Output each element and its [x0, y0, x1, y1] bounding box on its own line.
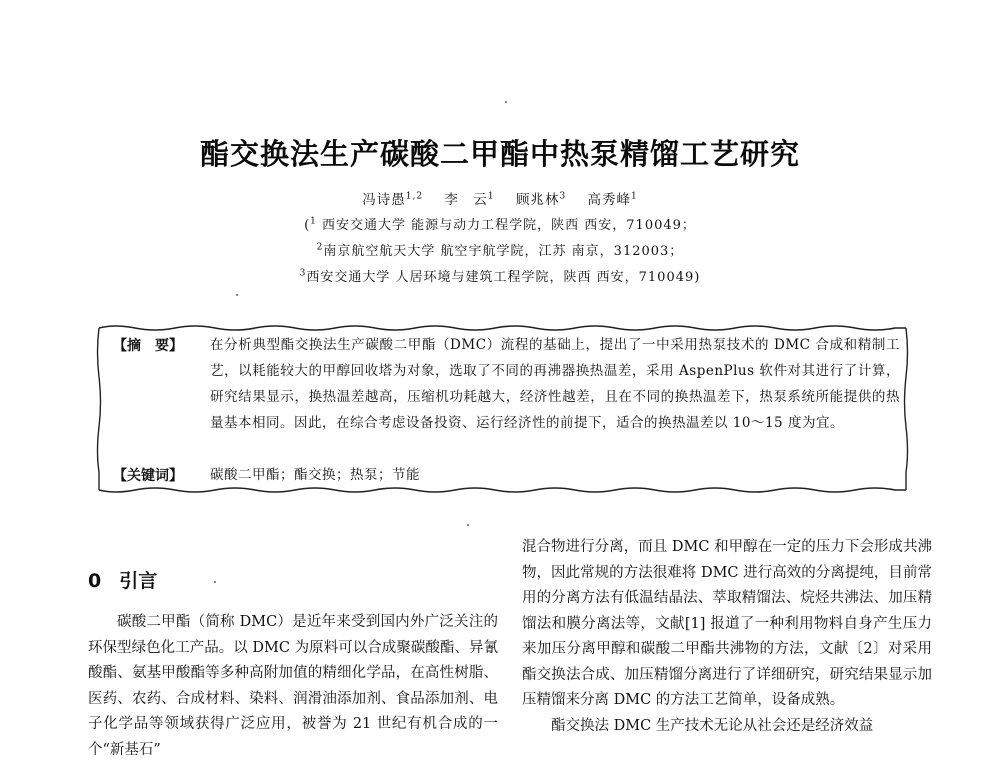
affiliation-2: $^2$南京航空航天大学 航空宇航学院，江苏 南京，312003； — [316, 242, 684, 259]
paper-title: 酯交换法生产碳酸二甲酯中热泵精馏工艺研究 — [199, 137, 800, 171]
affiliation-3: $^3$西安交通大学 人居环境与建筑工程学院，陕西 西安，710049) — [299, 268, 701, 285]
abstract-text: 在分析典型酯交换法生产碳酸二甲酯（DMC）流程的基础上，提出了一中采用热泵技术的 DMC 合成和精制工艺，以耗能较大的甲醇回收塔为对象，选取了不同的再沸器换热温差，采用 AspenPlus 软件对其进行了计算，研究结果显示，换热温差越高，压缩机功耗越大，经济性越差，且在不同的换热温差下，热泵系统所能提供的热量基本相同。因此，在综合考虑设备投资、运行经济性的前提下，适合的换热温差以 10～15 度为宜。 — [210, 337, 900, 431]
keywords-label: 【关键词】 — [113, 468, 183, 484]
left-column-paragraph: 碳酸二甲酯（简称 DMC）是近年来受到国内外广泛关注的环保型绿色化工产品。以 DMC 为原料可以合成聚碳酸酯、异氰酸酯、氨基甲酸酯等多种高附加值的精细化学品，在高性树脂、医药、农药、合成材料、染料、润滑油添加剂、食品添加剂、电子化学品等领域获得广泛应用，被誉为 21 世纪有机合成的一个“新基石” — [88, 614, 498, 758]
right-column-paragraph-1: 混合物进行分离，而且 DMC 和甲醇在一定的压力下会形成共沸物，因此常规的方法很难将 DMC 进行高效的分离提纯，目前常用的分离方法有低温结晶法、萃取精馏法、烷烃共沸法、加压精馏法和膜分离法等，文献[1] 报道了一种利用物料自身产生压力来加压分离甲醇和碳酸二甲酯共沸物的方法，文献〔2〕对采用酯交换法合成、加压精馏分离进行了详细研究，研究结果显示加压精馏来分离 DMC 的方法工艺简单，设备成熟。 — [522, 539, 932, 708]
author-list — [0, 188, 1000, 208]
affiliation-1: ($^1$ 西安交通大学 能源与动力工程学院，陕西 西安，710049； — [304, 216, 696, 233]
scan-speck — [236, 294, 238, 296]
scan-speck — [467, 524, 469, 526]
section-number: 0 — [88, 570, 102, 592]
author: 顾兆林$^3$ — [515, 191, 567, 208]
author: 高秀峰$^1$ — [587, 191, 638, 208]
abstract-box — [95, 322, 910, 496]
author: 李 云$^1$ — [444, 191, 495, 208]
section-title: 引言 — [119, 570, 158, 592]
right-column — [522, 535, 932, 739]
author: 冯诗愚$^{1,2}$ — [362, 191, 424, 208]
scan-speck — [505, 101, 507, 103]
right-column-paragraph-2: 酯交换法 DMC 生产技术无论从社会还是经济效益 — [551, 717, 874, 734]
scan-speck — [214, 581, 216, 583]
abstract-label: 【摘 要】 — [113, 338, 183, 354]
keywords-text: 碳酸二甲酯；酯交换；热泵；节能 — [210, 467, 420, 483]
section-heading — [88, 566, 157, 593]
